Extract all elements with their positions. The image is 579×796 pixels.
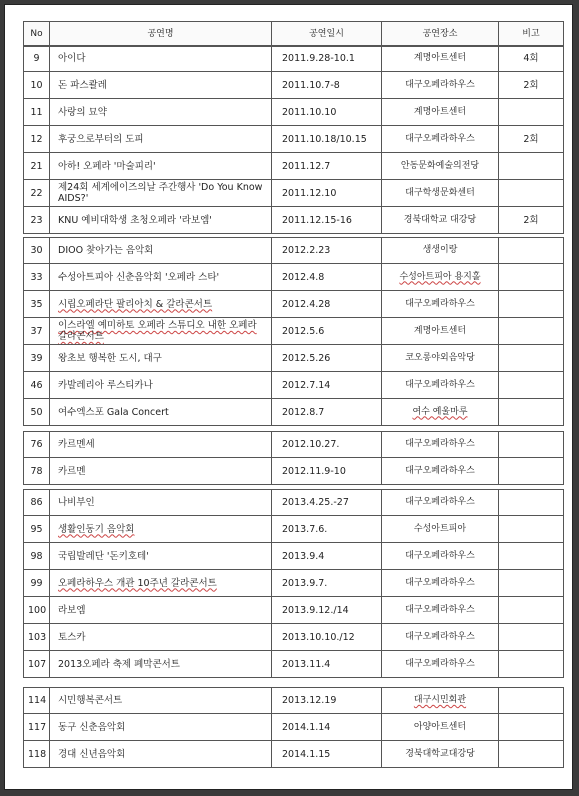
cell-date: 2013.9.7. bbox=[272, 570, 382, 597]
table-section bbox=[23, 45, 564, 234]
cell-name: 동구 신춘음악회 bbox=[50, 714, 272, 741]
table-row bbox=[24, 372, 564, 399]
table-row bbox=[24, 432, 564, 458]
cell-name: DIOO 찾아가는 음악회 bbox=[50, 238, 272, 264]
cell-no: 86 bbox=[24, 490, 50, 516]
cell-place: 여수 예울마루 bbox=[382, 399, 499, 426]
cell-date: 2012.7.14 bbox=[272, 372, 382, 399]
cell-name: 오페라하우스 개관 10주년 갈라콘서트 bbox=[50, 570, 272, 597]
cell-name: 돈 파스콸레 bbox=[50, 72, 272, 99]
cell-note bbox=[499, 372, 564, 399]
cell-no: 30 bbox=[24, 238, 50, 264]
table-row bbox=[24, 180, 564, 207]
cell-no: 10 bbox=[24, 72, 50, 99]
cell-date: 2013.9.4 bbox=[272, 543, 382, 570]
cell-date: 2011.10.18/10.15 bbox=[272, 126, 382, 153]
cell-place: 경북대학교대강당 bbox=[382, 741, 499, 768]
cell-note bbox=[499, 624, 564, 651]
cell-note bbox=[499, 318, 564, 345]
cell-no: 21 bbox=[24, 153, 50, 180]
cell-place: 계명아트센터 bbox=[382, 318, 499, 345]
cell-date: 2013.12.19 bbox=[272, 688, 382, 714]
cell-note bbox=[499, 153, 564, 180]
cell-name: KNU 예비대학생 초청오페라 '라보엠' bbox=[50, 207, 272, 234]
cell-date: 2013.9.12./14 bbox=[272, 597, 382, 624]
cell-name: 시민행복콘서트 bbox=[50, 688, 272, 714]
table-section bbox=[23, 687, 564, 768]
cell-name: 카르멘 bbox=[50, 458, 272, 485]
cell-note bbox=[499, 651, 564, 678]
cell-name: 수성아트피아 신춘음악회 '오페라 스타' bbox=[50, 264, 272, 291]
table-row bbox=[24, 399, 564, 426]
cell-no: 100 bbox=[24, 597, 50, 624]
cell-name: 왕초보 행복한 도시, 대구 bbox=[50, 345, 272, 372]
cell-no: 23 bbox=[24, 207, 50, 234]
cell-place: 대구오페라하우스 bbox=[382, 126, 499, 153]
table-row bbox=[24, 458, 564, 485]
cell-no: 117 bbox=[24, 714, 50, 741]
cell-place: 코오롱야외음악당 bbox=[382, 345, 499, 372]
cell-note bbox=[499, 345, 564, 372]
table-row bbox=[24, 126, 564, 153]
cell-place: 계명아트센터 bbox=[382, 46, 499, 72]
cell-name: 사랑의 묘약 bbox=[50, 99, 272, 126]
cell-name: 이스라엘 예미하토 오페라 스튜디오 내한 오페라 갈라콘서트 bbox=[50, 318, 272, 345]
table-header bbox=[23, 21, 564, 47]
cell-date: 2011.10.7-8 bbox=[272, 72, 382, 99]
cell-no: 99 bbox=[24, 570, 50, 597]
cell-name: 아하! 오페라 '마술피리' bbox=[50, 153, 272, 180]
cell-no: 95 bbox=[24, 516, 50, 543]
cell-place: 대구오페라하우스 bbox=[382, 651, 499, 678]
cell-name: 국립발레단 '돈키호테' bbox=[50, 543, 272, 570]
cell-date: 2013.7.6. bbox=[272, 516, 382, 543]
cell-place: 대구오페라하우스 bbox=[382, 624, 499, 651]
cell-no: 33 bbox=[24, 264, 50, 291]
cell-note bbox=[499, 180, 564, 207]
cell-name: 2013오페라 축제 폐막콘서트 bbox=[50, 651, 272, 678]
cell-name: 제24회 세계에이즈의날 주간행사 'Do You Know AIDS?' bbox=[50, 180, 272, 207]
cell-note bbox=[499, 291, 564, 318]
cell-name: 나비부인 bbox=[50, 490, 272, 516]
cell-note bbox=[499, 432, 564, 458]
cell-date: 2011.9.28-10.1 bbox=[272, 46, 382, 72]
cell-no: 103 bbox=[24, 624, 50, 651]
table-row bbox=[24, 264, 564, 291]
cell-note bbox=[499, 597, 564, 624]
table-row bbox=[24, 99, 564, 126]
cell-no: 118 bbox=[24, 741, 50, 768]
cell-place: 안동문화예술의전당 bbox=[382, 153, 499, 180]
cell-place: 대구오페라하우스 bbox=[382, 543, 499, 570]
cell-note bbox=[499, 399, 564, 426]
cell-note bbox=[499, 741, 564, 768]
cell-note bbox=[499, 516, 564, 543]
cell-no: 46 bbox=[24, 372, 50, 399]
cell-note bbox=[499, 490, 564, 516]
cell-date: 2011.10.10 bbox=[272, 99, 382, 126]
table-row bbox=[24, 714, 564, 741]
cell-place: 대구오페라하우스 bbox=[382, 291, 499, 318]
table-row bbox=[24, 490, 564, 516]
cell-name: 경대 신년음악회 bbox=[50, 741, 272, 768]
cell-place: 대구시민회관 bbox=[382, 688, 499, 714]
cell-place: 대구오페라하우스 bbox=[382, 372, 499, 399]
cell-place: 생생이랑 bbox=[382, 238, 499, 264]
cell-date: 2012.10.27. bbox=[272, 432, 382, 458]
cell-no: 9 bbox=[24, 46, 50, 72]
cell-place: 대구학생문화센터 bbox=[382, 180, 499, 207]
cell-date: 2012.11.9-10 bbox=[272, 458, 382, 485]
cell-place: 대구오페라하우스 bbox=[382, 432, 499, 458]
cell-note bbox=[499, 570, 564, 597]
cell-note: 2회 bbox=[499, 207, 564, 234]
cell-date: 2011.12.15-16 bbox=[272, 207, 382, 234]
cell-place: 경북대학교 대강당 bbox=[382, 207, 499, 234]
cell-place: 대구오페라하우스 bbox=[382, 458, 499, 485]
table-row bbox=[24, 624, 564, 651]
cell-place: 대구오페라하우스 bbox=[382, 490, 499, 516]
cell-place: 수성아트피아 bbox=[382, 516, 499, 543]
table-row bbox=[24, 570, 564, 597]
cell-place: 계명아트센터 bbox=[382, 99, 499, 126]
cell-note: 2회 bbox=[499, 72, 564, 99]
table-row bbox=[24, 543, 564, 570]
cell-date: 2012.2.23 bbox=[272, 238, 382, 264]
cell-name: 시립오페라단 팔리아치 & 갈라콘서트 bbox=[50, 291, 272, 318]
table-section bbox=[23, 237, 564, 426]
cell-no: 11 bbox=[24, 99, 50, 126]
table-section bbox=[23, 431, 564, 485]
table-row bbox=[24, 516, 564, 543]
cell-date: 2012.5.26 bbox=[272, 345, 382, 372]
cell-date: 2013.11.4 bbox=[272, 651, 382, 678]
cell-date: 2014.1.15 bbox=[272, 741, 382, 768]
cell-note bbox=[499, 264, 564, 291]
cell-no: 37 bbox=[24, 318, 50, 345]
cell-name: 아이다 bbox=[50, 46, 272, 72]
cell-date: 2014.1.14 bbox=[272, 714, 382, 741]
header-note: 비고 bbox=[499, 22, 564, 47]
header-no: No bbox=[24, 22, 50, 47]
cell-date: 2011.12.7 bbox=[272, 153, 382, 180]
cell-date: 2013.4.25.-27 bbox=[272, 490, 382, 516]
cell-no: 76 bbox=[24, 432, 50, 458]
cell-place: 대구오페라하우스 bbox=[382, 570, 499, 597]
cell-name: 카르멘세 bbox=[50, 432, 272, 458]
cell-place: 아양아트센터 bbox=[382, 714, 499, 741]
table-row bbox=[24, 238, 564, 264]
cell-place: 수성아트피아 용지홀 bbox=[382, 264, 499, 291]
table-row bbox=[24, 72, 564, 99]
cell-note bbox=[499, 714, 564, 741]
cell-note bbox=[499, 543, 564, 570]
cell-date: 2012.8.7 bbox=[272, 399, 382, 426]
cell-no: 107 bbox=[24, 651, 50, 678]
cell-no: 50 bbox=[24, 399, 50, 426]
header-place: 공연장소 bbox=[382, 22, 499, 47]
table-row bbox=[24, 153, 564, 180]
cell-no: 39 bbox=[24, 345, 50, 372]
cell-note bbox=[499, 99, 564, 126]
cell-no: 78 bbox=[24, 458, 50, 485]
table-section bbox=[23, 489, 564, 678]
cell-no: 35 bbox=[24, 291, 50, 318]
cell-name: 후궁으로부터의 도피 bbox=[50, 126, 272, 153]
cell-no: 12 bbox=[24, 126, 50, 153]
cell-name: 여수엑스포 Gala Concert bbox=[50, 399, 272, 426]
table-row bbox=[24, 597, 564, 624]
cell-no: 22 bbox=[24, 180, 50, 207]
cell-date: 2013.10.10./12 bbox=[272, 624, 382, 651]
cell-note: 2회 bbox=[499, 126, 564, 153]
cell-note bbox=[499, 238, 564, 264]
table-row bbox=[24, 345, 564, 372]
cell-date: 2012.4.8 bbox=[272, 264, 382, 291]
header-date: 공연일시 bbox=[272, 22, 382, 47]
table-row bbox=[24, 741, 564, 768]
cell-name: 카발레리아 루스티카나 bbox=[50, 372, 272, 399]
cell-place: 대구오페라하우스 bbox=[382, 72, 499, 99]
cell-no: 98 bbox=[24, 543, 50, 570]
cell-place: 대구오페라하우스 bbox=[382, 597, 499, 624]
cell-name: 생활인동기 음악회 bbox=[50, 516, 272, 543]
document-page bbox=[4, 4, 573, 790]
table-row bbox=[24, 207, 564, 234]
cell-note: 4회 bbox=[499, 46, 564, 72]
cell-note bbox=[499, 458, 564, 485]
header-name: 공연명 bbox=[50, 22, 272, 47]
cell-date: 2012.5.6 bbox=[272, 318, 382, 345]
table-row bbox=[24, 291, 564, 318]
cell-name: 라보엠 bbox=[50, 597, 272, 624]
table-row bbox=[24, 688, 564, 714]
cell-note bbox=[499, 688, 564, 714]
table-row bbox=[24, 318, 564, 345]
cell-name: 토스카 bbox=[50, 624, 272, 651]
cell-date: 2012.4.28 bbox=[272, 291, 382, 318]
table-row bbox=[24, 651, 564, 678]
table-row bbox=[24, 46, 564, 72]
cell-no: 114 bbox=[24, 688, 50, 714]
cell-date: 2011.12.10 bbox=[272, 180, 382, 207]
